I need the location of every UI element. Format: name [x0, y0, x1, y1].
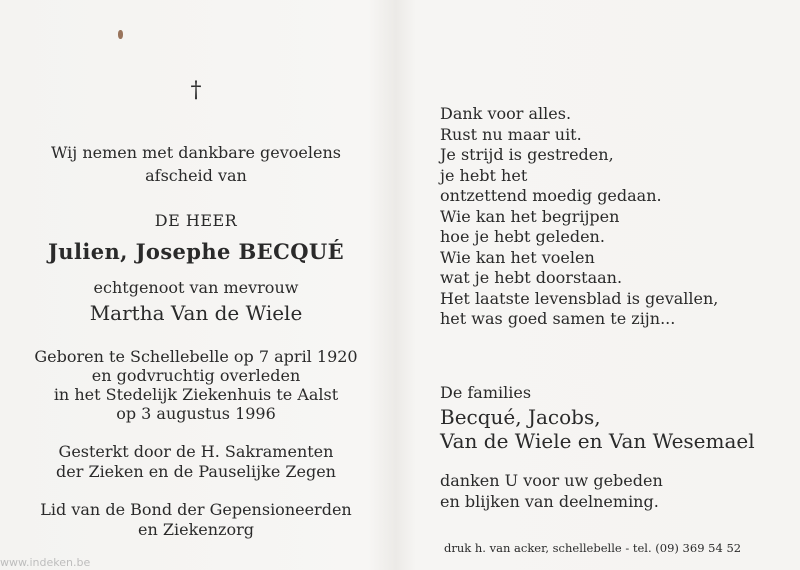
spouse-name: Martha Van de Wiele: [89, 301, 303, 325]
poem-line: je hebt het: [440, 165, 528, 185]
birth-line-2: en godvruchtig overleden: [91, 366, 301, 385]
poem-line: hoe je hebt geleden.: [440, 227, 605, 246]
deceased-surname: BECQUÉ: [238, 239, 345, 264]
intro-line-2: afscheid van: [145, 166, 247, 185]
birth-line-4: op 3 augustus 1996: [116, 404, 276, 423]
member-line-1: Lid van de Bond der Gepensioneerden: [40, 500, 352, 519]
poem-line: Rust nu maar uit.: [440, 124, 582, 144]
sacrament-line-1: Gesterkt door de H. Sakramenten: [58, 442, 334, 461]
poem-line: Het laatste levensblad is gevallen,: [440, 288, 719, 308]
families-names-2: Van de Wiele en Van Wesemael: [440, 429, 755, 453]
member-line-2: en Ziekenzorg: [138, 520, 254, 539]
right-panel: [404, 0, 800, 570]
intro-line-1: Wij nemen met dankbare gevoelens: [50, 143, 341, 162]
title-heer: DE HEER: [154, 211, 238, 230]
poem-line: Dank voor alles.: [440, 104, 572, 123]
printer-credit: druk h. van acker, schellebelle - tel. (09) 369 54 52: [444, 541, 742, 555]
thanks-line-2: en blijken van deelneming.: [440, 492, 659, 511]
deceased-first-names: Julien, Josephe: [47, 239, 239, 264]
families-names-1: Becqué, Jacobs,: [440, 405, 601, 429]
poem-line: ontzettend moedig gedaan.: [440, 186, 662, 205]
sacrament-line-2: der Zieken en de Pauselijke Zegen: [56, 462, 336, 481]
cross-symbol: †: [190, 78, 202, 103]
poem-line: wat je hebt doorstaan.: [440, 268, 623, 287]
poem-line: Je strijd is gestreden,: [440, 145, 614, 164]
left-panel: [0, 0, 392, 570]
birth-line-3: in het Stedelijk Ziekenhuis te Aalst: [53, 385, 339, 404]
families-label: De families: [440, 383, 532, 402]
spouse-intro: echtgenoot van mevrouw: [93, 278, 299, 297]
deceased-name: [0, 239, 392, 264]
thanks-line-1: danken U voor uw gebeden: [440, 471, 663, 490]
poem-line: Wie kan het begrijpen: [440, 206, 620, 226]
poem-line: het was goed samen te zijn...: [440, 309, 676, 328]
watermark: www.indeken.be: [0, 556, 91, 569]
birth-line-1: Geboren te Schellebelle op 7 april 1920: [34, 347, 358, 366]
poem-line: Wie kan het voelen: [440, 247, 595, 267]
